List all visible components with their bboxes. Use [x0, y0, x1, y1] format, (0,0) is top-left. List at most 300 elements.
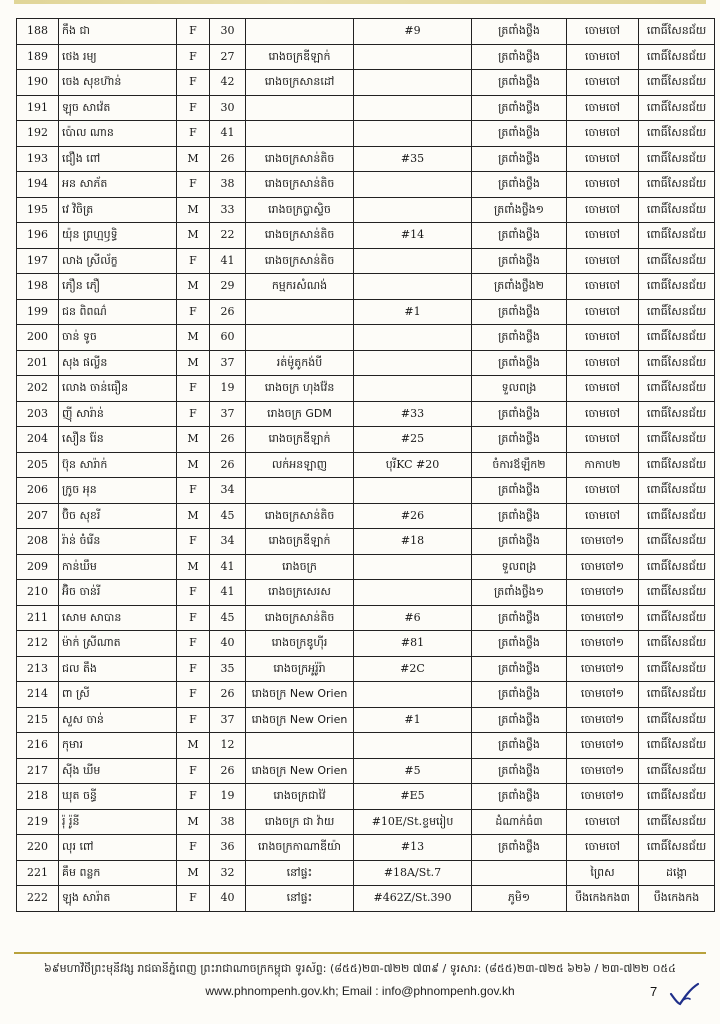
- sex-cell: F: [177, 580, 210, 606]
- table-row: [17, 758, 715, 784]
- table-row: [17, 274, 715, 300]
- patient-name: ប៊ុន សារ៉ាក់: [59, 452, 177, 478]
- row-number: 189: [17, 44, 59, 70]
- workplace-cell: នៅផ្ទះ: [246, 886, 354, 912]
- top-decorative-line: [14, 0, 706, 4]
- row-number: 219: [17, 809, 59, 835]
- patient-name: យ៉ុន ព្រហ្មឫទ្ធិ: [59, 223, 177, 249]
- row-number: 190: [17, 70, 59, 96]
- row-number: 216: [17, 733, 59, 759]
- district-cell: បឹងកេងកង: [639, 886, 715, 912]
- workplace-cell: រោងចក្រសាន់តិច: [246, 172, 354, 198]
- commune-cell: ចោមចៅ: [567, 478, 639, 504]
- age-cell: 41: [210, 248, 246, 274]
- workplace-cell: រោងចក្រសេរស: [246, 580, 354, 606]
- table-row: [17, 376, 715, 402]
- patient-name: ថេង រម្យ: [59, 44, 177, 70]
- table-row: [17, 248, 715, 274]
- sex-cell: F: [177, 835, 210, 861]
- district-cell: ពោធិ៍សែនជ័យ: [639, 580, 715, 606]
- table-row: [17, 809, 715, 835]
- district-cell: ពោធិ៍សែនជ័យ: [639, 197, 715, 223]
- commune-cell: ចោមចៅ១: [567, 656, 639, 682]
- house-number-cell: #10E/St.ខ្ទមរៀប: [354, 809, 472, 835]
- patient-name: សោម សាបាន: [59, 605, 177, 631]
- village-cell: ត្រពាំងថ្លឹង: [472, 478, 567, 504]
- workplace-cell: រត់ម៉ូតូកង់បី: [246, 350, 354, 376]
- age-cell: 40: [210, 631, 246, 657]
- house-number-cell: [354, 580, 472, 606]
- workplace-cell: [246, 19, 354, 45]
- sex-cell: M: [177, 223, 210, 249]
- house-number-cell: [354, 325, 472, 351]
- house-number-cell: #2C: [354, 656, 472, 682]
- house-number-cell: #33: [354, 401, 472, 427]
- row-number: 214: [17, 682, 59, 708]
- row-number: 208: [17, 529, 59, 555]
- workplace-cell: [246, 299, 354, 325]
- commune-cell: ចោមចៅ: [567, 503, 639, 529]
- village-cell: ត្រពាំងថ្លឹង: [472, 44, 567, 70]
- village-cell: ត្រពាំងថ្លឹង: [472, 605, 567, 631]
- village-cell: ត្រពាំងថ្លឹង: [472, 401, 567, 427]
- row-number: 215: [17, 707, 59, 733]
- age-cell: 26: [210, 682, 246, 708]
- age-cell: 26: [210, 146, 246, 172]
- commune-cell: ចោមចៅ: [567, 376, 639, 402]
- patient-name: លោង ចាន់ធឿន: [59, 376, 177, 402]
- house-number-cell: #E5: [354, 784, 472, 810]
- table-row: [17, 631, 715, 657]
- sex-cell: F: [177, 656, 210, 682]
- commune-cell: ចោមចៅ: [567, 172, 639, 198]
- patient-name: ប៉ោល ណាន: [59, 121, 177, 147]
- commune-cell: ចោមចៅ: [567, 70, 639, 96]
- row-number: 206: [17, 478, 59, 504]
- patient-name: ប៊ិច សុខរី: [59, 503, 177, 529]
- sex-cell: M: [177, 452, 210, 478]
- commune-cell: ចោមចៅ១: [567, 580, 639, 606]
- district-cell: ពោធិ៍សែនជ័យ: [639, 784, 715, 810]
- house-number-cell: #1: [354, 299, 472, 325]
- sex-cell: F: [177, 248, 210, 274]
- age-cell: 12: [210, 733, 246, 759]
- house-number-cell: [354, 197, 472, 223]
- age-cell: 34: [210, 529, 246, 555]
- age-cell: 38: [210, 809, 246, 835]
- house-number-cell: #26: [354, 503, 472, 529]
- house-number-cell: #18A/St.7: [354, 860, 472, 886]
- patient-name: ចាន់ ទូច: [59, 325, 177, 351]
- age-cell: 33: [210, 197, 246, 223]
- row-number: 192: [17, 121, 59, 147]
- row-number: 191: [17, 95, 59, 121]
- row-number: 201: [17, 350, 59, 376]
- district-cell: ដង្កោ: [639, 860, 715, 886]
- table-row: [17, 121, 715, 147]
- commune-cell: ចោមចៅ១: [567, 758, 639, 784]
- table-row: [17, 19, 715, 45]
- patient-name: កុមារ: [59, 733, 177, 759]
- commune-cell: ចោមចៅ: [567, 401, 639, 427]
- age-cell: 41: [210, 554, 246, 580]
- table-row: [17, 172, 715, 198]
- sex-cell: M: [177, 427, 210, 453]
- row-number: 203: [17, 401, 59, 427]
- footer-web-email: www.phnompenh.gov.kh; Email : info@phnompenh.gov.kh: [205, 984, 515, 998]
- table-row: [17, 860, 715, 886]
- house-number-cell: #1: [354, 707, 472, 733]
- age-cell: 30: [210, 95, 246, 121]
- table-row: [17, 478, 715, 504]
- workplace-cell: នៅផ្ទះ: [246, 860, 354, 886]
- village-cell: ត្រពាំងថ្លឹង: [472, 835, 567, 861]
- commune-cell: ចោមចៅ: [567, 19, 639, 45]
- patient-name: កឹង ជា: [59, 19, 177, 45]
- workplace-cell: [246, 325, 354, 351]
- table-row: [17, 70, 715, 96]
- district-cell: ពោធិ៍សែនជ័យ: [639, 376, 715, 402]
- village-cell: ត្រពាំងថ្លឹង: [472, 223, 567, 249]
- house-number-cell: [354, 350, 472, 376]
- commune-cell: ចោមចៅ: [567, 197, 639, 223]
- patient-name: ញ៉ី សារ៉ាន់: [59, 401, 177, 427]
- district-cell: ពោធិ៍សែនជ័យ: [639, 554, 715, 580]
- workplace-cell: រោងចក្រ ជា វ៉ាយ: [246, 809, 354, 835]
- table-row: [17, 605, 715, 631]
- age-cell: 45: [210, 503, 246, 529]
- sex-cell: F: [177, 605, 210, 631]
- row-number: 197: [17, 248, 59, 274]
- workplace-cell: រោងចក្រ New Orien: [246, 707, 354, 733]
- house-number-cell: [354, 121, 472, 147]
- patient-name: កាន់ឃឹម: [59, 554, 177, 580]
- row-number: 199: [17, 299, 59, 325]
- village-cell: ត្រពាំងថ្លឹង១: [472, 580, 567, 606]
- patient-name: ស៊ីង ឃីម: [59, 758, 177, 784]
- commune-cell: ចោមចៅ: [567, 325, 639, 351]
- row-number: 202: [17, 376, 59, 402]
- district-cell: ពោធិ៍សែនជ័យ: [639, 452, 715, 478]
- age-cell: 40: [210, 886, 246, 912]
- sex-cell: M: [177, 146, 210, 172]
- patient-name: ពា ស្រី: [59, 682, 177, 708]
- age-cell: 32: [210, 860, 246, 886]
- age-cell: 37: [210, 401, 246, 427]
- house-number-cell: #6: [354, 605, 472, 631]
- sex-cell: F: [177, 401, 210, 427]
- district-cell: ពោធិ៍សែនជ័យ: [639, 95, 715, 121]
- workplace-cell: រោងចក្រអូរ៉ូរ៉ា: [246, 656, 354, 682]
- patient-name: ម៉ាក់ ស្រីណាត: [59, 631, 177, 657]
- row-number: 193: [17, 146, 59, 172]
- village-cell: ត្រពាំងថ្លឹង: [472, 682, 567, 708]
- table-row: [17, 146, 715, 172]
- patient-name: ជន ពិពណ៌: [59, 299, 177, 325]
- row-number: 198: [17, 274, 59, 300]
- table-row: [17, 835, 715, 861]
- sex-cell: M: [177, 809, 210, 835]
- table-row: [17, 886, 715, 912]
- workplace-cell: [246, 478, 354, 504]
- table-row: [17, 707, 715, 733]
- patient-name: ភឿន ភឿ: [59, 274, 177, 300]
- age-cell: 19: [210, 784, 246, 810]
- sex-cell: M: [177, 274, 210, 300]
- sex-cell: F: [177, 784, 210, 810]
- age-cell: 26: [210, 758, 246, 784]
- sex-cell: M: [177, 733, 210, 759]
- district-cell: ពោធិ៍សែនជ័យ: [639, 121, 715, 147]
- patient-name: អ៊ិច ចាន់រី: [59, 580, 177, 606]
- commune-cell: ចោមចៅ១: [567, 707, 639, 733]
- house-number-cell: #35: [354, 146, 472, 172]
- commune-cell: ចោមចៅ: [567, 350, 639, 376]
- district-cell: ពោធិ៍សែនជ័យ: [639, 835, 715, 861]
- village-cell: ត្រពាំងថ្លឹង: [472, 70, 567, 96]
- row-number: 222: [17, 886, 59, 912]
- patient-name: គឹម ពន្លក: [59, 860, 177, 886]
- row-number: 188: [17, 19, 59, 45]
- workplace-cell: រោងចក្រសាន់តិច: [246, 223, 354, 249]
- village-cell: ត្រពាំងថ្លឹង: [472, 427, 567, 453]
- house-number-cell: [354, 248, 472, 274]
- house-number-cell: [354, 376, 472, 402]
- row-number: 212: [17, 631, 59, 657]
- village-cell: ទួលពង្រ: [472, 554, 567, 580]
- workplace-cell: រោងចក្រសាន់តិច: [246, 248, 354, 274]
- patient-name: សុង ផល្លីន: [59, 350, 177, 376]
- commune-cell: ចោមចៅ១: [567, 784, 639, 810]
- patient-name: វេ វិចិត្រ: [59, 197, 177, 223]
- sex-cell: F: [177, 758, 210, 784]
- patient-name: ឡុង សារ៉ាត: [59, 886, 177, 912]
- house-number-cell: [354, 44, 472, 70]
- house-number-cell: #14: [354, 223, 472, 249]
- table-row: [17, 554, 715, 580]
- table-row: [17, 503, 715, 529]
- workplace-cell: លក់អនឡាញ: [246, 452, 354, 478]
- workplace-cell: [246, 733, 354, 759]
- commune-cell: ចោមចៅ១: [567, 529, 639, 555]
- district-cell: ពោធិ៍សែនជ័យ: [639, 172, 715, 198]
- sex-cell: F: [177, 682, 210, 708]
- page-number: 7: [650, 984, 658, 999]
- village-cell: ត្រពាំងថ្លឹង: [472, 19, 567, 45]
- age-cell: 42: [210, 70, 246, 96]
- district-cell: ពោធិ៍សែនជ័យ: [639, 707, 715, 733]
- house-number-cell: #9: [354, 19, 472, 45]
- sex-cell: F: [177, 529, 210, 555]
- age-cell: 35: [210, 656, 246, 682]
- district-cell: ពោធិ៍សែនជ័យ: [639, 401, 715, 427]
- workplace-cell: កម្មករសំណង់: [246, 274, 354, 300]
- sex-cell: F: [177, 172, 210, 198]
- workplace-cell: រោងចក្រឌីឡាក់: [246, 427, 354, 453]
- sex-cell: F: [177, 886, 210, 912]
- house-number-cell: បុរីKC #20: [354, 452, 472, 478]
- age-cell: 34: [210, 478, 246, 504]
- house-number-cell: [354, 554, 472, 580]
- age-cell: 27: [210, 44, 246, 70]
- sex-cell: M: [177, 325, 210, 351]
- commune-cell: ចោមចៅ: [567, 427, 639, 453]
- age-cell: 41: [210, 580, 246, 606]
- workplace-cell: រោងចក្រ New Orien: [246, 682, 354, 708]
- patient-name: រ៉ុ រ៉ូនី: [59, 809, 177, 835]
- row-number: 221: [17, 860, 59, 886]
- house-number-cell: [354, 172, 472, 198]
- commune-cell: ចោមចៅ១: [567, 554, 639, 580]
- age-cell: 30: [210, 19, 246, 45]
- patient-name: ចេង សុខហ៊ាន់: [59, 70, 177, 96]
- workplace-cell: រោងចក្រសាន់តិច: [246, 605, 354, 631]
- workplace-cell: រោងចក្រឌីឡាក់: [246, 529, 354, 555]
- village-cell: ត្រពាំងថ្លឹង: [472, 248, 567, 274]
- district-cell: ពោធិ៍សែនជ័យ: [639, 733, 715, 759]
- district-cell: ពោធិ៍សែនជ័យ: [639, 427, 715, 453]
- age-cell: 37: [210, 707, 246, 733]
- age-cell: 19: [210, 376, 246, 402]
- row-number: 194: [17, 172, 59, 198]
- patient-name: អន សាភ័ត: [59, 172, 177, 198]
- village-cell: [472, 860, 567, 886]
- district-cell: ពោធិ៍សែនជ័យ: [639, 70, 715, 96]
- district-cell: ពោធិ៍សែនជ័យ: [639, 274, 715, 300]
- workplace-cell: រោងចក្រកាណាឌីយ៉ា: [246, 835, 354, 861]
- district-cell: ពោធិ៍សែនជ័យ: [639, 631, 715, 657]
- sex-cell: F: [177, 299, 210, 325]
- sex-cell: M: [177, 350, 210, 376]
- row-number: 213: [17, 656, 59, 682]
- district-cell: ពោធិ៍សែនជ័យ: [639, 19, 715, 45]
- district-cell: ពោធិ៍សែនជ័យ: [639, 758, 715, 784]
- patient-name: លាង ស្រីល័ក្ខ: [59, 248, 177, 274]
- district-cell: ពោធិ៍សែនជ័យ: [639, 656, 715, 682]
- house-number-cell: #5: [354, 758, 472, 784]
- commune-cell: ចោមចៅ: [567, 299, 639, 325]
- village-cell: ត្រពាំងថ្លឹង: [472, 707, 567, 733]
- footer-rule: [14, 952, 706, 954]
- sex-cell: M: [177, 503, 210, 529]
- village-cell: ទួលពង្រ: [472, 376, 567, 402]
- village-cell: ត្រពាំងថ្លឹង: [472, 758, 567, 784]
- age-cell: 38: [210, 172, 246, 198]
- village-cell: ត្រពាំងថ្លឹង: [472, 733, 567, 759]
- workplace-cell: រោងចក្រ New Orien: [246, 758, 354, 784]
- sex-cell: F: [177, 631, 210, 657]
- patient-name: ជឿង ពៅ: [59, 146, 177, 172]
- table-row: [17, 529, 715, 555]
- house-number-cell: [354, 682, 472, 708]
- patient-name: ឡុច សាវ៉េត: [59, 95, 177, 121]
- patient-name: រ៉ាន់ ចំរើន: [59, 529, 177, 555]
- commune-cell: ចោមចៅ: [567, 44, 639, 70]
- district-cell: ពោធិ៍សែនជ័យ: [639, 682, 715, 708]
- row-number: 195: [17, 197, 59, 223]
- table-row: [17, 656, 715, 682]
- village-cell: ត្រពាំងថ្លឹង: [472, 325, 567, 351]
- workplace-cell: រោងចក្រប្លាស្ទិច: [246, 197, 354, 223]
- district-cell: ពោធិ៍សែនជ័យ: [639, 809, 715, 835]
- workplace-cell: រោងចក្រសាន់តិច: [246, 146, 354, 172]
- patient-name: ជល តឹង: [59, 656, 177, 682]
- table-row: [17, 197, 715, 223]
- table-row: [17, 44, 715, 70]
- house-number-cell: #25: [354, 427, 472, 453]
- district-cell: ពោធិ៍សែនជ័យ: [639, 478, 715, 504]
- workplace-cell: [246, 121, 354, 147]
- sex-cell: F: [177, 376, 210, 402]
- district-cell: ពោធិ៍សែនជ័យ: [639, 529, 715, 555]
- commune-cell: ចោមចៅ: [567, 809, 639, 835]
- village-cell: ចំការឪឡឹក២: [472, 452, 567, 478]
- patient-name: សួស ចាន់: [59, 707, 177, 733]
- village-cell: ត្រពាំងថ្លឹង: [472, 299, 567, 325]
- age-cell: 26: [210, 427, 246, 453]
- commune-cell: ចោមចៅ: [567, 146, 639, 172]
- patient-name: លុរ ពៅ: [59, 835, 177, 861]
- patient-roster-table: [16, 18, 715, 912]
- commune-cell: ចោមចៅ១: [567, 733, 639, 759]
- village-cell: ត្រពាំងថ្លឹង: [472, 529, 567, 555]
- commune-cell: បឹងកេងកង៣: [567, 886, 639, 912]
- district-cell: ពោធិ៍សែនជ័យ: [639, 146, 715, 172]
- row-number: 220: [17, 835, 59, 861]
- district-cell: ពោធិ៍សែនជ័យ: [639, 248, 715, 274]
- commune-cell: ចោមចៅ: [567, 248, 639, 274]
- table-row: [17, 580, 715, 606]
- village-cell: ត្រពាំងថ្លឹង: [472, 503, 567, 529]
- age-cell: 36: [210, 835, 246, 861]
- district-cell: ពោធិ៍សែនជ័យ: [639, 299, 715, 325]
- age-cell: 60: [210, 325, 246, 351]
- district-cell: ពោធិ៍សែនជ័យ: [639, 44, 715, 70]
- row-number: 196: [17, 223, 59, 249]
- village-cell: ត្រពាំងថ្លឹង: [472, 350, 567, 376]
- village-cell: ត្រពាំងថ្លឹង: [472, 631, 567, 657]
- patient-name: សឿន រ៉ែន: [59, 427, 177, 453]
- house-number-cell: #462Z/St.390: [354, 886, 472, 912]
- row-number: 211: [17, 605, 59, 631]
- table-row: [17, 223, 715, 249]
- commune-cell: ចោមចៅ: [567, 121, 639, 147]
- sex-cell: F: [177, 70, 210, 96]
- row-number: 218: [17, 784, 59, 810]
- table-row: [17, 350, 715, 376]
- workplace-cell: រោងចក្រ GDM: [246, 401, 354, 427]
- workplace-cell: រោងចក្រសាន់តិច: [246, 503, 354, 529]
- house-number-cell: [354, 733, 472, 759]
- village-cell: ត្រពាំងថ្លឹង: [472, 784, 567, 810]
- row-number: 204: [17, 427, 59, 453]
- commune-cell: ចោមចៅ: [567, 95, 639, 121]
- village-cell: ដំណាក់ធំ៣: [472, 809, 567, 835]
- workplace-cell: រោងចក្រឌូហ៊ីរ: [246, 631, 354, 657]
- house-number-cell: [354, 478, 472, 504]
- village-cell: ត្រពាំងថ្លឹង: [472, 146, 567, 172]
- house-number-cell: [354, 274, 472, 300]
- sex-cell: M: [177, 860, 210, 886]
- house-number-cell: #13: [354, 835, 472, 861]
- commune-cell: ចោមចៅ: [567, 223, 639, 249]
- commune-cell: ចោមចៅ១: [567, 605, 639, 631]
- sex-cell: F: [177, 121, 210, 147]
- row-number: 209: [17, 554, 59, 580]
- workplace-cell: រោងចក្រសានដៅ: [246, 70, 354, 96]
- footer-address: ៦៩មហាវិថីព្រះមុនីវង្ស រាជធានីភ្នំពេញ ព្រះរាជាណាចក្រកម្ពុជា ទូរស័ព្ទ: (៨៥៥)២៣-៧២២ ៧៣៩ / ទូរសារ: (៨៥៥)២៣-៧២៥ ៦២៦ / ២៣-៧២២ ០៥៤: [44, 962, 676, 975]
- table-row: [17, 325, 715, 351]
